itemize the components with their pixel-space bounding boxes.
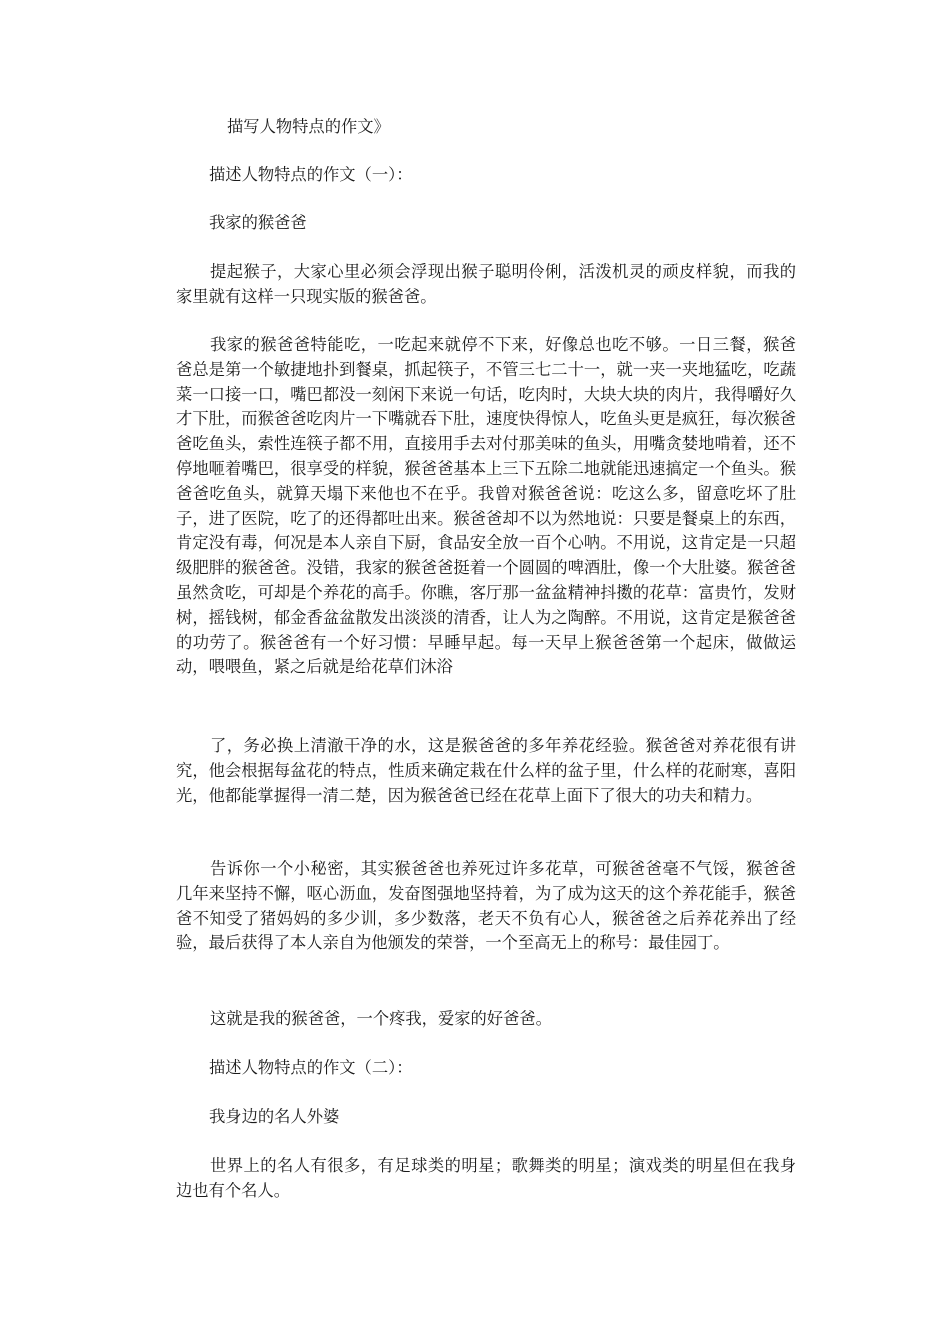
- essay1-heading: 描述人物特点的作文（一）：: [209, 165, 413, 184]
- essay2-heading: 描述人物特点的作文（二）：: [209, 1058, 413, 1077]
- essay1-paragraph: 这就是我的猴爸爸，一个疼我，爱家的好爸爸。: [210, 1009, 552, 1028]
- essay2-paragraph: 世界上的名人有很多，有足球类的明星；歌舞类的明星；演戏类的明星但在我身边也有个名人。: [176, 1156, 796, 1200]
- essay1-paragraph: 我家的猴爸爸特能吃，一吃起来就停不下来，好像总也吃不够。一日三餐，猴爸爸总是第一个敏捷地扑到餐桌，抓起筷子，不管三七二十一，就一夹一夹地猛吃，吃蔬菜一口接一口，嘴巴都没一刻闲下来说一句话，吃肉时，大块大块的肉片，我得嚼好久才下肚，而猴爸爸吃肉片一下嘴就吞下肚，速度快得惊人，吃鱼头更是疯狂，每次猴爸爸吃鱼头，索性连筷子都不用，直接用手去对付那美味的鱼头，用嘴贪婪地啃着，还不停地咂着嘴巴，很享受的样貌，猴爸爸基本上三下五除二地就能迅速搞定一个鱼头。猴爸爸吃鱼头，就算天塌下来他也不在乎。我曾对猴爸爸说：吃这么多，留意吃坏了肚子，进了医院，吃了的还得都吐出来。猴爸爸却不以为然地说：只要是餐桌上的东西，肯定没有毒，何况是本人亲自下厨，食品安全放一百个心呐。不用说，这肯定是一只超级肥胖的猴爸爸。没错，我家的猴爸爸挺着一个圆圆的啤酒肚，像一个大肚婆。猴爸爸虽然贪吃，可却是个养花的高手。你瞧，客厅那一盆盆精神抖擞的花草：富贵竹，发财树，摇钱树，郁金香盆盆散发出淡淡的清香，让人为之陶醉。不用说，这肯定是猴爸爸的功劳了。猴爸爸有一个好习惯：早睡早起。每一天早上猴爸爸第一个起床，做做运动，喂喂鱼，紧之后就是给花草们沐浴: [176, 335, 796, 677]
- document-title: 描写人物特点的作文》: [227, 117, 390, 136]
- essay1-paragraph: 提起猴子，大家心里必须会浮现出猴子聪明伶俐，活泼机灵的顽皮样貌，而我的家里就有这样一只现实版的猴爸爸。: [176, 262, 796, 306]
- essay1-subtitle: 我家的猴爸爸: [209, 213, 307, 232]
- essay1-paragraph: 了，务必换上清澈干净的水，这是猴爸爸的多年养花经验。猴爸爸对养花很有讲究，他会根据每盆花的特点，性质来确定栽在什么样的盆子里，什么样的花耐寒，喜阳光，他都能掌握得一清二楚，因为猴爸爸已经在花草上面下了很大的功夫和精力。: [176, 736, 796, 805]
- essay2-subtitle: 我身边的名人外婆: [209, 1107, 340, 1126]
- essay1-paragraph: 告诉你一个小秘密，其实猴爸爸也养死过许多花草，可猴爸爸毫不气馁，猴爸爸几年来坚持不懈，呕心沥血，发奋图强地坚持着，为了成为这天的这个养花能手，猴爸爸不知受了猪妈妈的多少训，多少数落，老天不负有心人，猴爸爸之后养花养出了经验，最后获得了本人亲自为他颁发的荣誉，一个至高无上的称号：最佳园丁。: [176, 859, 796, 953]
